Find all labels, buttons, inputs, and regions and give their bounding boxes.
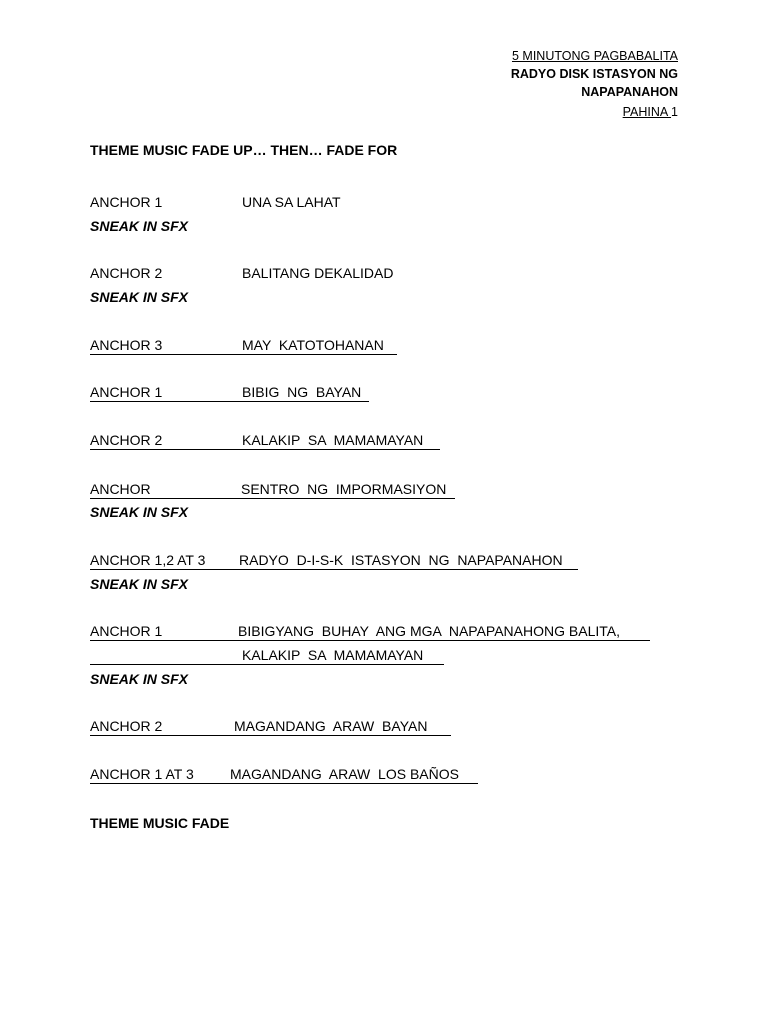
script-line-9 <box>90 717 451 736</box>
sfx-cue-4: SNEAK IN SFX <box>90 576 189 592</box>
line-text-continued: KALAKIP SA MAMAMAYAN <box>242 647 424 663</box>
script-line-2 <box>90 264 410 282</box>
line-text: MAY KATOTOHANAN <box>242 337 384 353</box>
page-label: PAHINA <box>622 105 672 119</box>
speaker: ANCHOR 1 <box>90 194 163 210</box>
script-line-6 <box>90 480 455 499</box>
speaker: ANCHOR 2 <box>90 432 163 448</box>
sfx-cue-2: SNEAK IN SFX <box>90 289 189 305</box>
script-line-3 <box>90 336 397 355</box>
sfx-cue-1: SNEAK IN SFX <box>90 218 189 234</box>
line-text: RADYO D-I-S-K ISTASYON NG NAPAPANAHON <box>239 552 563 568</box>
line-text: BIBIG NG BAYAN <box>242 384 362 400</box>
script-line-5 <box>90 431 440 450</box>
script-line-7 <box>90 551 578 570</box>
speaker: ANCHOR <box>90 481 151 497</box>
script-line-8-continued <box>90 646 444 665</box>
line-text: KALAKIP SA MAMAMAYAN <box>242 432 424 448</box>
line-text: UNA SA LAHAT <box>242 194 341 210</box>
page-number: 1 <box>671 105 678 119</box>
script-line-1 <box>90 193 390 211</box>
outro-cue: THEME MUSIC FADE <box>90 815 230 831</box>
line-text: MAGANDANG ARAW BAYAN <box>234 718 428 734</box>
sfx-cue-3: SNEAK IN SFX <box>90 504 189 520</box>
speaker: ANCHOR 2 <box>90 718 163 734</box>
speaker: ANCHOR 2 <box>90 265 163 281</box>
speaker: ANCHOR 1 AT 3 <box>90 766 194 782</box>
script-line-10 <box>90 765 478 784</box>
speaker: ANCHOR 1 <box>90 384 163 400</box>
script-line-8 <box>90 622 650 641</box>
line-text: BIBIGYANG BUHAY ANG MGA NAPAPANAHONG BALITA, <box>238 623 620 639</box>
page-indicator <box>623 105 678 119</box>
station-name-line-1: RADYO DISK ISTASYON NG <box>510 67 678 81</box>
station-name-line-2: NAPAPANAHON <box>581 85 678 99</box>
script-line-4 <box>90 383 369 402</box>
speaker: ANCHOR 3 <box>90 337 163 353</box>
sfx-cue-5: SNEAK IN SFX <box>90 671 189 687</box>
line-text: SENTRO NG IMPORMASIYON <box>241 481 447 497</box>
line-text: MAGANDANG ARAW LOS BAÑOS <box>230 766 459 782</box>
intro-cue: THEME MUSIC FADE UP… THEN… FADE FOR <box>90 142 398 158</box>
speaker: ANCHOR 1,2 AT 3 <box>90 552 206 568</box>
program-title: 5 MINUTONG PAGBABALITA <box>511 49 678 63</box>
speaker: ANCHOR 1 <box>90 623 163 639</box>
line-text: BALITANG DEKALIDAD <box>242 265 394 281</box>
